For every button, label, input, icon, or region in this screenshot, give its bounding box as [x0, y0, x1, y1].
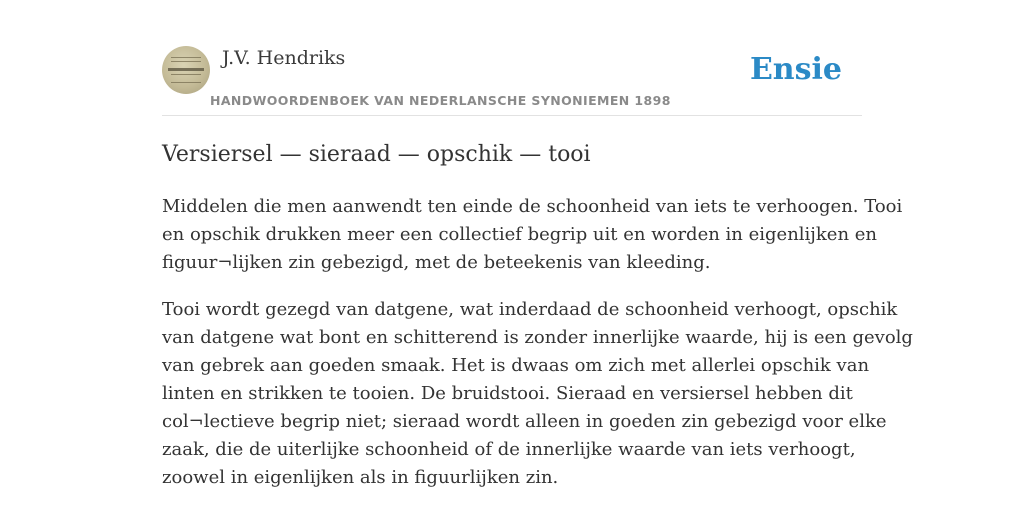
entry-title: Versiersel — sieraad — opschik — tooi	[162, 142, 591, 167]
source-title[interactable]: HANDWOORDENBOEK VAN NEDERLANSCHE SYNONIEMEN 1898	[210, 93, 671, 108]
header-divider	[162, 115, 862, 116]
text-line: Tooi wordt gezegd van datgene, wat inderdaad de schoonheid verhoogt, opschik	[162, 299, 898, 320]
text-line: van gebrek aan goeden smaak. Het is dwaas om zich met allerlei opschik van	[162, 355, 870, 376]
header	[162, 46, 862, 116]
book-cover-icon[interactable]	[162, 46, 210, 94]
paragraph	[162, 296, 913, 492]
text-line: Middelen die men aanwendt ten einde de schoonheid van iets te verhoogen. Tooi	[162, 196, 903, 217]
text-line: en opschik drukken meer een collectief begrip uit en worden in eigenlijken en	[162, 224, 878, 245]
text-line: van datgene wat bont en schitterend is zonder innerlijke waarde, hij is een gevolg	[162, 327, 913, 348]
author-name[interactable]: J.V. Hendriks	[222, 47, 346, 69]
entry-body	[162, 193, 913, 511]
paragraph	[162, 193, 903, 277]
text-line: zaak, die de uiterlijke schoonheid of de innerlijke waarde van iets verhoogt,	[162, 439, 856, 460]
text-line: col¬lectieve begrip niet; sieraad wordt alleen in goeden zin gebezigd voor elke	[162, 411, 887, 432]
text-line: zoowel in eigenlijken als in figuurlijken zin.	[162, 467, 559, 488]
brand-logo[interactable]: Ensie	[749, 52, 842, 87]
text-line: figuur¬lijken zin gebezigd, met de beteekenis van kleeding.	[162, 252, 711, 273]
text-line: linten en strikken te tooien. De bruidstooi. Sieraad en versiersel hebben dit	[162, 383, 853, 404]
